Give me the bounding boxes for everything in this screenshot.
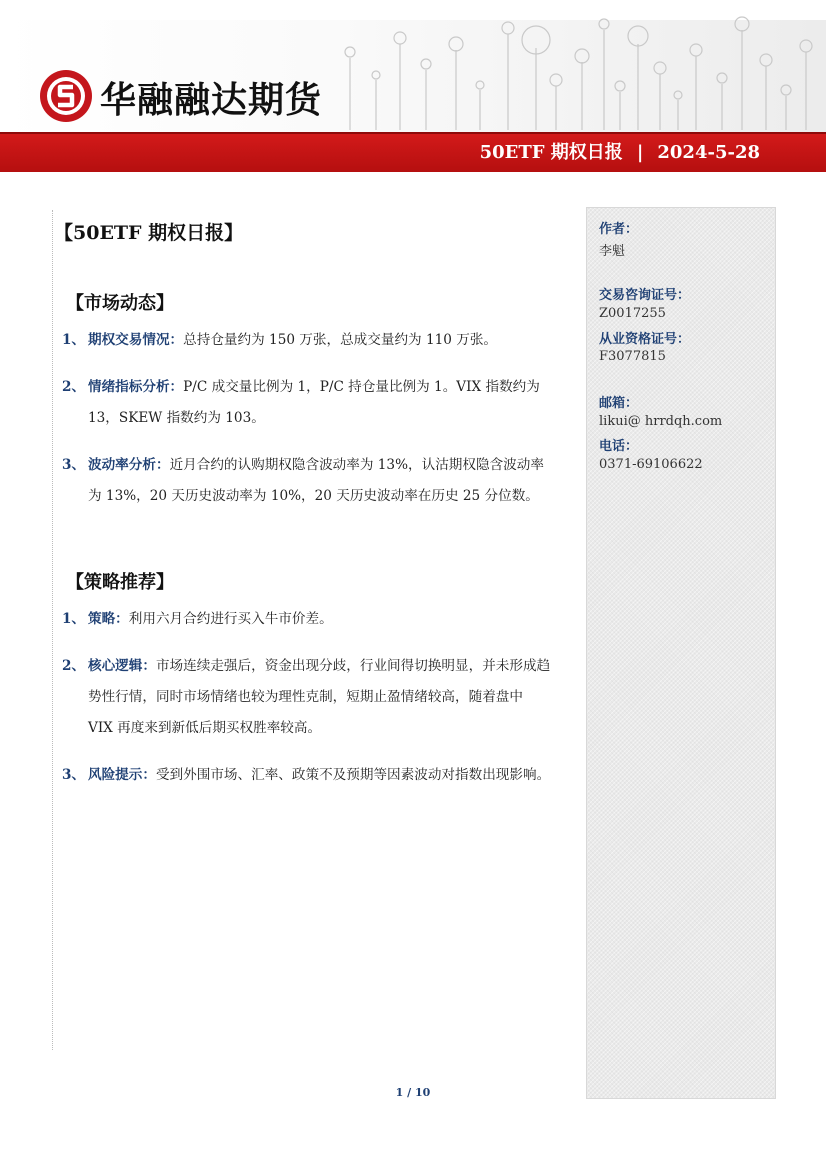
consult-label: 交易咨询证号： [599,288,691,303]
item-text: P/C 成交量比例为 1，P/C 持仓量比例为 1。VIX 指数约为 13，SKEW 指数约为 103。 [88,379,540,426]
report-name: 50ETF 期权日报 [479,142,623,163]
company-name: 华融融达期货 [100,80,323,121]
company-logo-icon [38,68,94,124]
item-number: 1、 [62,332,86,348]
phone-value: 0371-69106622 [599,457,703,472]
item-number: 2、 [62,379,86,395]
item-lead: 期权交易情况： [88,332,184,348]
qualification-number: F3077815 [599,349,666,364]
item-text: 总持仓量约为 150 万张，总成交量约为 110 万张。 [183,332,498,348]
item-text: 市场连续走强后，资金出现分歧，行业间得切换明显，并未形成趋势性行情，同时市场情绪也较为理性克制，短期止盈情绪较高，随着盘中 VIX 再度来到新低后期买权胜率较高。 [88,658,551,736]
item-lead: 策略： [88,611,129,627]
header-decoration [330,0,826,132]
report-title: 【50ETF 期权日报】 [54,222,244,244]
page-number: 1 / 10 [395,1086,431,1099]
phone-label: 电话： [599,439,639,454]
author-label: 作者： [599,222,639,237]
item-number: 1、 [62,611,86,627]
email-label: 邮箱： [599,396,639,411]
author-sidebar [587,208,775,1098]
strategy-section-heading: 【策略推荐】 [66,572,174,593]
strategy-item [62,760,552,791]
item-number: 3、 [62,767,86,783]
report-date: 2024-5-28 [657,142,760,163]
item-lead: 情绪指标分析： [88,379,184,395]
market-item [62,372,552,434]
consult-number: Z0017255 [599,306,666,321]
item-number: 3、 [62,457,86,473]
item-number: 2、 [62,658,86,674]
banner-separator: | [636,142,644,163]
qualification-label: 从业资格证号： [599,332,691,347]
item-lead: 核心逻辑： [88,658,156,674]
market-section-heading: 【市场动态】 [66,293,174,314]
email-value[interactable]: likui@ hrrdqh.com [599,414,723,429]
strategy-item [62,651,552,744]
report-banner [480,138,760,164]
market-item [62,325,552,356]
page-header [0,0,826,170]
item-lead: 风险提示： [88,767,156,783]
item-text: 近月合约的认购期权隐含波动率为 13%，认沽期权隐含波动率为 13%，20 天历史波动率为 10%，20 天历史波动率在历史 25 分位数。 [88,457,544,504]
author-name: 李魁 [599,244,626,259]
item-lead: 波动率分析： [88,457,170,473]
main-content [54,210,552,791]
strategy-item [62,604,552,635]
item-text: 利用六月合约进行买入牛市价差。 [128,611,333,627]
left-margin-line [52,210,54,1050]
market-item [62,450,552,512]
item-text: 受到外围市场、汇率、政策不及预期等因素波动对指数出现影响。 [155,767,551,783]
